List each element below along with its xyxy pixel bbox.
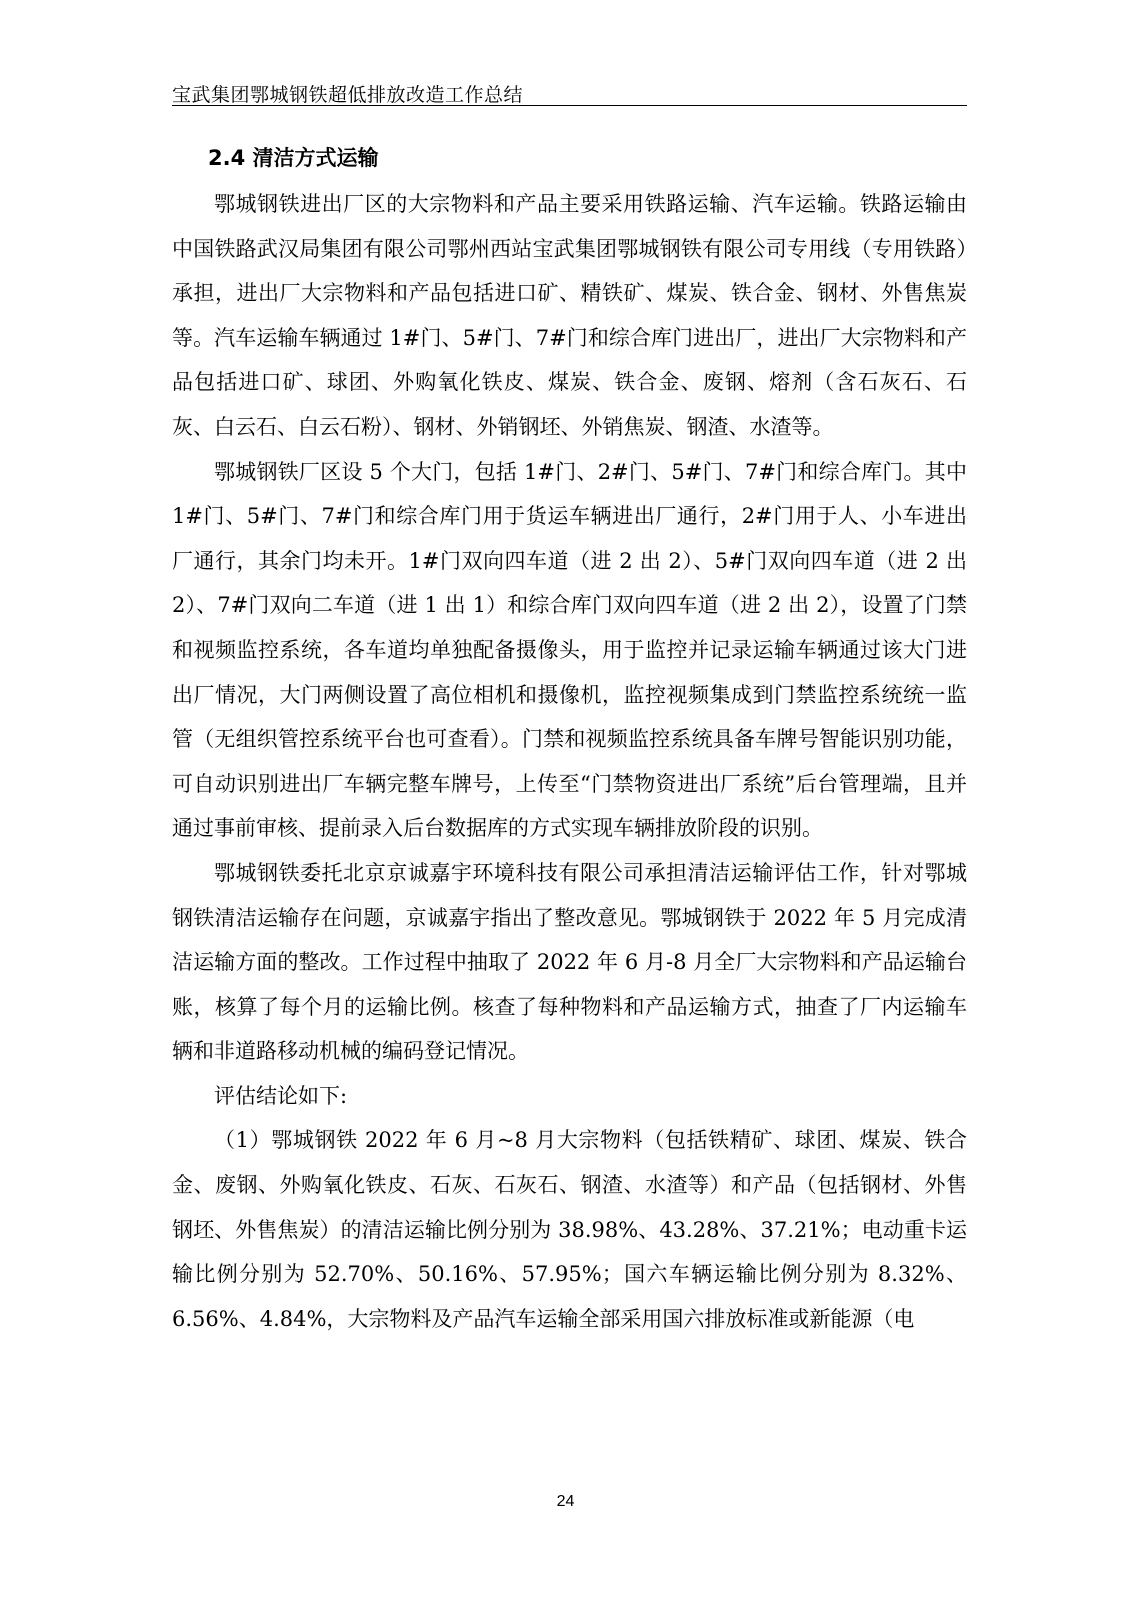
running-header: 宝武集团鄂城钢铁超低排放改造工作总结 [172,84,524,106]
paragraph-gates-monitoring: 鄂城钢铁厂区设 5 个大门，包括 1#门、2#门、5#门、7#门和综合库门。其中 1#门、5#门、7#门和综合库门用于货运车辆进出厂通行，2#门用于人、小车进出厂通行，其余门均未开。1#门双向四车道（进 2 出 2）、5#门双向四车道（进 2 出 2）、7#门双向二车道（进 1 出 1）和综合库门双向四车道（进 2 出 2），设置了门禁和视频监控系统，各车道均单独配备摄像头，用于监控并记录运输车辆通过该大门进出厂情况，大门两侧设置了高位相机和摄像机，监控视频集成到门禁监控系统统一监管（无组织管控系统平台也可查看）。门禁和视频监控系统具备车牌号智能识别功能，可自动识别进出厂车辆完整车牌号，上传至“门禁物资进出厂系统”后台管理端，且并通过事前审核、提前录入后台数据库的方式实现车辆排放阶段的识别。 [172,459,967,841]
paragraph-conclusion-1: （1）鄂城钢铁 2022 年 6 月~8 月大宗物料（包括铁精矿、球团、煤炭、铁合金、废钢、外购氧化铁皮、石灰、石灰石、钢渣、水渣等）和产品（包括钢材、外售钢坯、外售焦炭）的清洁运输比例分别为 38.98%、43.28%、37.21%；电动重卡运输比例分别为 52.70%、50.16%、57.95%；国六车辆运输比例分别为 8.32%、6.56%、4.84%，大宗物料及产品汽车运输全部采用国六排放标准或新能源（电 [172,1128,967,1331]
paragraph-transport-modes: 鄂城钢铁进出厂区的大宗物料和产品主要采用铁路运输、汽车运输。铁路运输由中国铁路武汉局集团有限公司鄂州西站宝武集团鄂城钢铁有限公司专用线（专用铁路）承担，进出厂大宗物料和产品包括进口矿、精铁矿、煤炭、铁合金、钢材、外售焦炭等。汽车运输车辆通过 1#门、5#门、7#门和综合库门进出厂，进出厂大宗物料和产品包括进口矿、球团、外购氧化铁皮、煤炭、铁合金、废钢、熔剂（含石灰石、石灰、白云石、白云石粉）、钢材、外销钢坯、外销焦炭、钢渣、水渣等。 [172,192,967,439]
paragraph-assessment: 鄂城钢铁委托北京京诚嘉宇环境科技有限公司承担清洁运输评估工作，针对鄂城钢铁清洁运输存在问题，京诚嘉宇指出了整改意见。鄂城钢铁于 2022 年 5 月完成清洁运输方面的整改。工作过程中抽取了 2022 年 6 月-8 月全厂大宗物料和产品运输台账，核算了每个月的运输比例。核查了每种物料和产品运输方式，抽查了厂内运输车辆和非道路移动机械的编码登记情况。 [172,860,967,1064]
page-body [172,142,967,1341]
header-divider [172,105,967,106]
paragraph-conclusion-intro: 评估结论如下: [214,1083,348,1108]
section-heading: 2.4 清洁方式运输 [208,146,379,170]
page-number: 24 [556,1493,575,1510]
